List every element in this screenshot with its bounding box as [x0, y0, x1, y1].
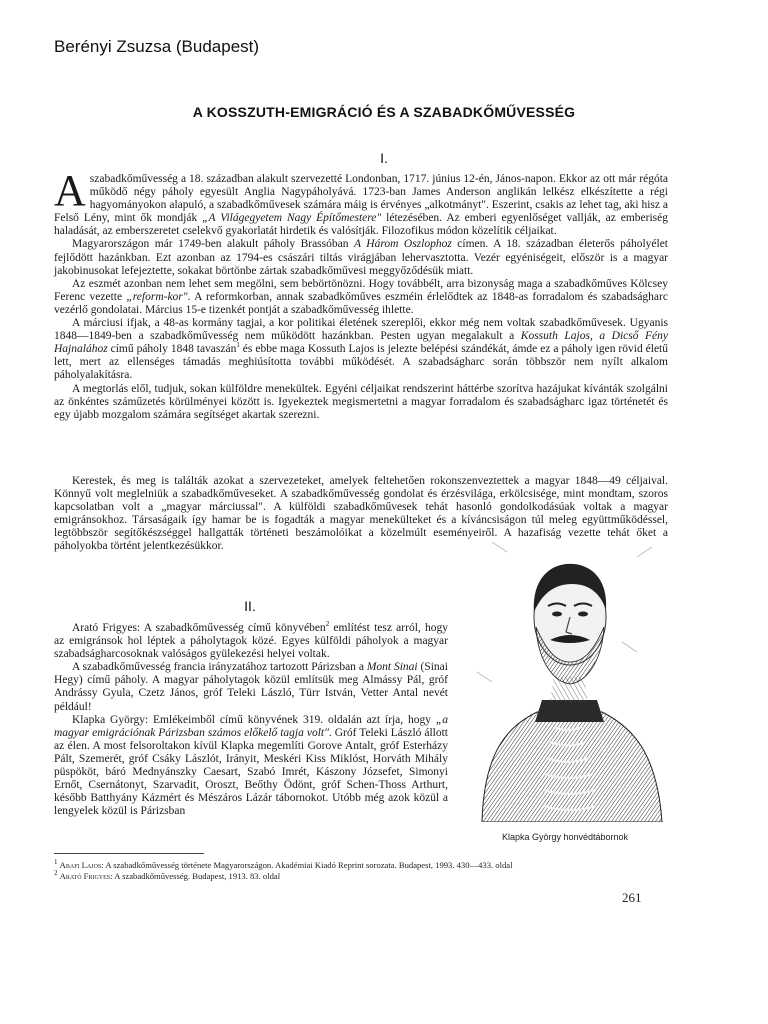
- footnote-ref[interactable]: 1: [236, 341, 240, 350]
- paragraph: [54, 714, 448, 819]
- footnote-divider: [54, 853, 204, 854]
- emphasis: „A Világegyetem Nagy Építőmestere": [202, 212, 382, 225]
- text-run: A márciusi ifjak, a 48-as kormány tagjai, a kor politikai életének szereplői, ekkor még nem voltak szabadkőművesek. Ugyanis 1848—1849-ben a szabadkőművesség nem működött hazánkban. Pesten ugyan megalakult a: [54, 317, 668, 343]
- section-heading-1: I.: [380, 150, 388, 166]
- paragraph: [54, 238, 668, 277]
- text-run: Arató Frigyes: A szabadkőművesség című könyvében: [72, 622, 326, 634]
- text-run: Az eszmét azonban nem lehet sem megölni, sem bebörtönözni. Hogy továbbélt, arra bizonyság maga a szabadkőműves Kölcsey Ferenc vezette: [54, 277, 668, 303]
- emphasis: „a magyar emigrációnak Párizsban számos előkelő tagja volt": [54, 713, 448, 739]
- emphasis: Kossuth Lajos, a Dicső Fény Hajnalához: [54, 330, 668, 356]
- paragraph: A megtorlás elől, tudjuk, sokan külföldre menekültek. Egyéni céljaikat rendszerint háttérbe szorítva hazájukat kívánták szolgálni az önkéntes száműzetés körülményei között is. Igyekeztek megismertetni a magyar forradalom és szabadságharc igaz történetét és egy újabb mozgalom számára segítséget akartak szerezni.: [54, 382, 668, 421]
- paragraph: [54, 622, 448, 661]
- portrait-figure: [462, 522, 672, 822]
- footnote-2: [54, 868, 674, 882]
- emphasis: „reform-kor": [126, 290, 188, 303]
- portrait-caption: Klapka György honvédtábornok: [501, 832, 629, 842]
- text-run: Magyarországon már 1749-ben alakult páholy Brassóban: [72, 238, 354, 251]
- footnote-number: 2: [54, 868, 58, 877]
- paragraph: [54, 661, 448, 713]
- footnote-author: Arató Frigyes: [59, 870, 111, 881]
- text-run: és ebbe maga Kossuth Lajos is jelezte belépési szándékát, ámde ez a páholy igen rövid életű lett, mert az ellenséges támadás meghiúsította további működését. A szabadságharc során többször nem nyílt alkalom páholyalakításra.: [54, 343, 668, 382]
- section-1-body: [54, 166, 668, 422]
- text-run: . Gróf Teleki László állott az élen. A most felsoroltakon kívül Klapka megemlíti Gorove Antalt, gróf Esterházy Pált, Szemerét, gróf Csáky Lászlót, Irányit, Meskéri Kiss Miklóst, Horváth Mihály püspököt, báró Mednyánszky Caesart, Szabó Imrét, Kászony Józsefet, Simonyi Ernőt, Csernátonyt, Szarvadit, Oroszt, Beőthy Ödönt, gróf Schen-Thoss Arthurt, később Batthyány Kázmért és Mészáros Lázár tábornokot. Utóbb még azok közül a lengyelek közül is Párizsban: [54, 726, 448, 818]
- footnote-number: 1: [54, 858, 58, 867]
- drop-cap: A: [54, 166, 86, 215]
- section-2-body: [54, 622, 448, 818]
- paragraph: [54, 278, 668, 317]
- text-run: . A reformkorban, annak szabadkőműves eszméin érlelődtek az 1848-as forradalom és szabadságharc vezérlő gondolatai. Március 15-e tizenkét pontját a szabadkőművesség ihlette.: [54, 290, 668, 316]
- footnotes: [54, 860, 674, 881]
- text-run: létezésében. Az emberi egyenlőséget vallják, az emberiség haladását, az emberszeretet cselekvő gyakorlatát hirdetik és valósítják. Filozofikus módon közelítik céljaikat.: [54, 212, 668, 238]
- section-heading-2: II.: [244, 598, 256, 614]
- portrait-engraving-icon: [462, 522, 672, 822]
- footnote-1: [54, 860, 674, 871]
- article-title: A KOSSZUTH-EMIGRÁCIÓ ÉS A SZABADKŐMŰVESSÉG: [192, 104, 576, 120]
- text-run: említést tesz arról, hogy az emigránsok hol léptek a páholytagok közé. Egyes külföldi páholyok a magyar szabadságharcosoknak valóságos gyülekezési helyei voltak.: [54, 622, 448, 661]
- emphasis: Mont Sinai: [366, 661, 418, 674]
- text-run: A szabadkőművesség francia irányzatához tartozott Párizsban a: [72, 661, 367, 674]
- emphasis: A Három Oszlophoz: [353, 238, 452, 251]
- page-number: 261: [622, 890, 642, 905]
- footnote-author: Abafi Lajos: [59, 860, 102, 870]
- footnote-text: : A szabadkőművesség története Magyarországon. Akadémiai Kiadó Reprint sorozata. Budapest, 1993. 430—433. oldal: [101, 860, 513, 870]
- text-run: című páholy 1848 tavaszán: [107, 343, 237, 356]
- paragraph: [54, 166, 668, 238]
- text-run: Kerestek, és meg is találták azokat a szervezeteket, amelyek feltehetően rokonszenveztettek a magyar 1848—49 céljaival. Könnyű volt meglelniük a szabadkőműveseket. A szabadkőművesség gondolat és érzésvilága, erkölcsisége, mint mondtam, szoros kapcsolatban volt a „magyar márciussal". A külföldi szabadkőművesek tehát hasonló gondolkodásúak voltak a magyar emigránsokhoz. Társaságaik így hamar be is fogadták a magyar menekülteket és a kíváncsiságon túl meleg együttműködéssel, legtöbbször segítőkészséggel hallgatták történeti beszámolóikat a közelmúlt eseményeiről. A hazafiság vezette tehát őket a páholyokba történt jelentkezésükkor.: [54, 475, 668, 553]
- text-run: címen. A 18. században életerős páholyélet fejlődött hazánkban. Ezt azonban az 1794-es császári tiltás virágjában lehervasztotta. Vezér egyéniségeit, először is a magyar jakobinusokat lefejeztette, sokakat börtönbe zártak szabadkőművesi meggyőződésük miatt.: [54, 238, 668, 277]
- footnote-ref[interactable]: 2: [325, 620, 330, 629]
- text-run: (Sinai Hegy) című páholy. A magyar páholytagok közül említsük meg Almássy Pál, gróf Andrássy Gyula, Czetz János, gróf Teleki László, Türr István, Vetter Antal nevét például!: [54, 661, 448, 713]
- paragraph: [54, 317, 668, 382]
- footnote-text: : A szabadkőművesség. Budapest, 1913. 83. oldal: [110, 870, 281, 881]
- text-run: Klapka György: Emlékeimből című könyvének 319. oldalán azt írja, hogy: [72, 713, 436, 726]
- text-run: szabadkőművesség a 18. században alakult szervezetté Londonban, 1717. június 12-én, János-napon. Ekkor az ott már régóta működő négy páholy egyesült Anglia Nagypáholyává. 1723-ban James Anderson anglikán lelkész elkészítette a régi hagyományokon alapuló, a szabadkőművesek számára máig is érvényes „alkotmányt". Eszerint, csakis az lehet tag, aki hisz a Felső Lény, mint ők mondják: [54, 173, 668, 225]
- author-name: Berényi Zsuzsa (Budapest): [54, 37, 260, 56]
